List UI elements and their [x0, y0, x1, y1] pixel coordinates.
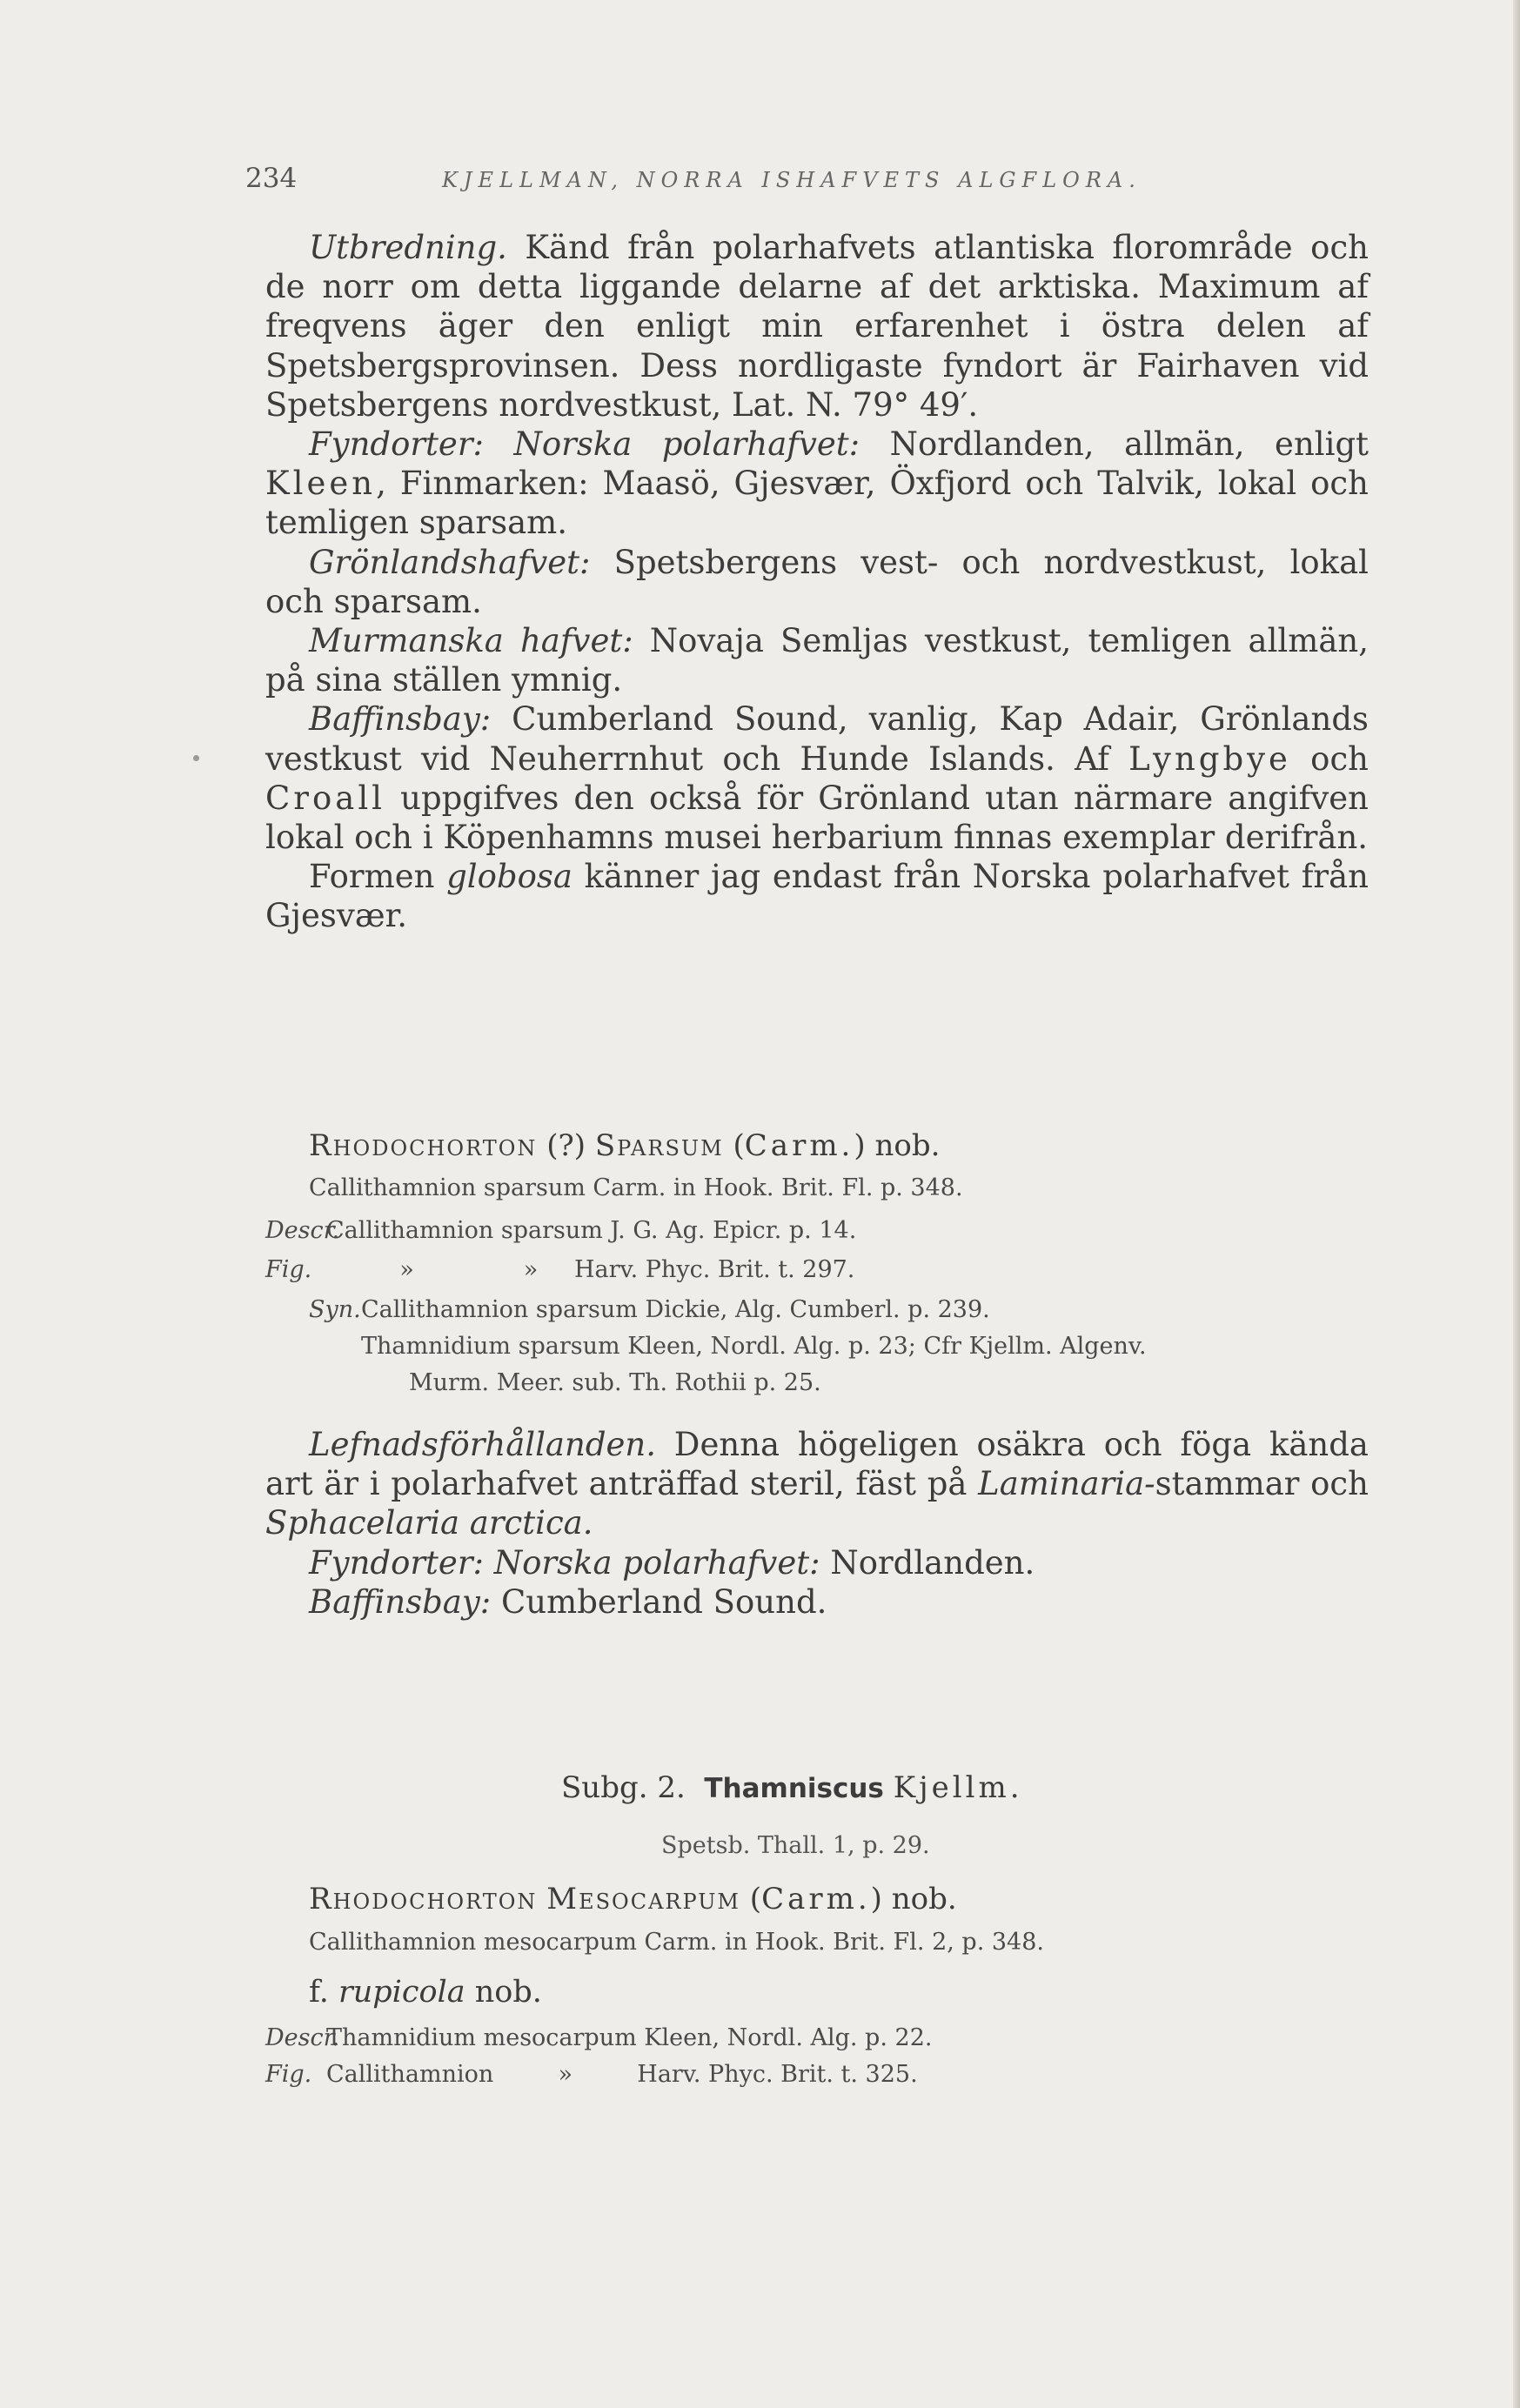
paragraph-utbredning: [265, 228, 1369, 425]
qualifier: (?): [537, 1128, 595, 1163]
paragraph-formen: [265, 857, 1369, 935]
label-baffin: Baffinsbay:: [309, 700, 492, 739]
subgenus-prefix: Subg. 2.: [561, 1770, 686, 1805]
forma-name: rupicola: [338, 1975, 465, 2010]
label-utbredning: Utbredning.: [309, 229, 507, 266]
genus-laminaria: Laminaria-: [978, 1465, 1155, 1503]
syn-text-1: Callithamnion sparsum Dickie, Alg. Cumberl. p. 239.: [361, 1296, 990, 1323]
page-edge: [1513, 0, 1520, 2408]
fig-label-2: Fig.: [265, 2061, 312, 2088]
text-gronland: Spetsbergens vest- och nordvestkust, lokal och sparsam.: [265, 543, 1369, 620]
species-heading-mesocarpum: [309, 1882, 957, 1916]
margin-speck: [193, 755, 199, 761]
paragraph-gronland: [265, 543, 1369, 621]
label-gronland: Grönlandshafvet:: [309, 543, 591, 581]
descr-text: Callithamnion sparsum J. G. Ag. Epicr. p. 14.: [326, 1217, 857, 1244]
paragraph-baffin2: [265, 1582, 1369, 1622]
text-fyndorter-b: , Finmarken: Maasö, Gjesvær, Öxfjord och Talvik, lokal och temligen sparsam.: [265, 465, 1369, 542]
text-och: och: [1290, 739, 1369, 778]
fig-label: Fig.: [265, 1256, 312, 1283]
paren-open: (: [723, 1128, 745, 1163]
subgenus-name: Thamniscus: [704, 1773, 884, 1804]
forma-heading: [309, 1975, 542, 2010]
paragraph-fyndorter: [265, 425, 1369, 543]
species-heading-sparsum: [309, 1128, 940, 1163]
fig-ditto: »: [399, 1256, 414, 1283]
running-title: KJELLMAN, NORRA ISHAFVETS ALGFLORA.: [442, 168, 1142, 192]
paragraph-baffin: [265, 699, 1369, 857]
text-fyndorter-a: Nordlanden, allmän, enligt: [860, 425, 1369, 464]
author-kleen: Kleen: [265, 465, 377, 503]
author-croall: Croall: [265, 779, 385, 817]
author-close-2: ) nob.: [870, 1882, 957, 1916]
fig-ditto-2: »: [523, 1256, 539, 1283]
page-header: [245, 159, 1368, 203]
section-habitat: [265, 1425, 1369, 1622]
text-baffin-a: Cumberland Sound, vanlig, Kap Adair, Grönlands vestkust vid Neuherrnhut och Hunde Islands. Af: [265, 700, 1369, 778]
reference-descr: [265, 1217, 856, 1244]
descr-label: Descr.: [265, 1217, 340, 1244]
label-fyndorter: Fyndorter: Norska polarhafvet:: [309, 425, 860, 464]
syn-label: Syn.: [309, 1296, 361, 1323]
fig-text-2b: Harv. Phyc. Brit. t. 325.: [637, 2061, 918, 2088]
text-murman: Novaja Semljas vestkust, temligen allmän, på sina ställen ymnig.: [265, 622, 1369, 699]
text-baffin2: Cumberland Sound.: [491, 1582, 827, 1621]
forma-prefix: f.: [309, 1975, 338, 2010]
species-epithet: Sparsum: [594, 1128, 724, 1163]
paragraph-fynd2: [265, 1543, 1369, 1582]
reference-syn: [309, 1296, 990, 1323]
subgenus-heading: [561, 1770, 1023, 1805]
fig-ditto-3: »: [558, 2061, 573, 2088]
reference-descr-2: [265, 2024, 932, 2051]
reference-main: Callithamnion sparsum Carm. in Hook. Brit. Fl. p. 348.: [309, 1174, 963, 1201]
genus-name: Rhodochorton: [309, 1128, 538, 1163]
forma-author: nob.: [465, 1975, 542, 2010]
text-lefnad-a: Denna högeligen osäkra och föga kända art är i polarhafvet anträffad steril, fäst på: [265, 1426, 1369, 1503]
label-lefnad: Lefnadsförhållanden.: [309, 1426, 656, 1463]
species-sphacelaria: Sphacelaria arctica.: [265, 1504, 593, 1542]
forma-globosa: globosa: [446, 858, 573, 896]
species-author: Carm.: [744, 1128, 854, 1163]
text-formen-b: känner jag endast från Norska polarhafvet från Gjesvær.: [265, 858, 1369, 935]
paren-open-2: (: [740, 1882, 762, 1916]
label-murman: Murmanska hafvet:: [309, 622, 633, 660]
author-close: ) nob.: [854, 1128, 941, 1163]
species-epithet-2: Mesocarpum: [546, 1882, 740, 1916]
author-lyngbye: Lyngbye: [1128, 739, 1291, 778]
label-baffin2: Baffinsbay:: [309, 1582, 492, 1621]
text-baffin-b: uppgifves den också för Grönland utan närmare angifven lokal och i Köpenhamns musei herbarium finnas exemplar derifrån.: [265, 779, 1369, 857]
fig-text-2a: Callithamnion: [326, 2061, 494, 2088]
descr-label-2: Descr.: [265, 2024, 340, 2051]
paragraph-murman: [265, 621, 1369, 699]
genus-name-2: Rhodochorton: [309, 1882, 538, 1916]
section-distribution: [265, 228, 1369, 936]
descr-text-2: Thamnidium mesocarpum Kleen, Nordl. Alg. p. 22.: [326, 2024, 933, 2051]
fig-text: Harv. Phyc. Brit. t. 297.: [574, 1256, 855, 1283]
reference-syn-2: Thamnidium sparsum Kleen, Nordl. Alg. p. 23; Cfr Kjellm. Algenv.: [361, 1333, 1147, 1360]
text-formen-a: Formen: [309, 858, 447, 896]
label-fynd2: Fyndorter: Norska polarhafvet:: [309, 1543, 820, 1582]
page-number: 234: [245, 163, 298, 194]
reference-main-2: Callithamnion mesocarpum Carm. in Hook. Brit. Fl. 2, p. 348.: [309, 1929, 1044, 1956]
reference-fig: [265, 1256, 854, 1283]
text-utbredning: Känd från polarhafvets atlantiska florområde och de norr om detta liggande delarne af det arktiska. Maximum af freqvens äger den enligt min erfarenhet i östra delen af Spetsbergsprovinsen. Dess nordligaste fyndort är Fairhaven vid Spetsbergens nordvestkust, Lat. N. 79° 49′.: [265, 229, 1369, 424]
subgenus-author: Kjellm.: [893, 1770, 1023, 1805]
reference-syn-3: Murm. Meer. sub. Th. Rothii p. 25.: [409, 1369, 821, 1396]
text-lefnad-b: stammar och: [1155, 1465, 1369, 1503]
paragraph-lefnad: [265, 1425, 1369, 1543]
reference-fig-2: [265, 2061, 918, 2088]
species-author-2: Carm.: [761, 1882, 871, 1916]
text-fynd2: Nordlanden.: [820, 1543, 1035, 1582]
subgenus-reference: Spetsb. Thall. 1, p. 29.: [661, 1832, 930, 1859]
